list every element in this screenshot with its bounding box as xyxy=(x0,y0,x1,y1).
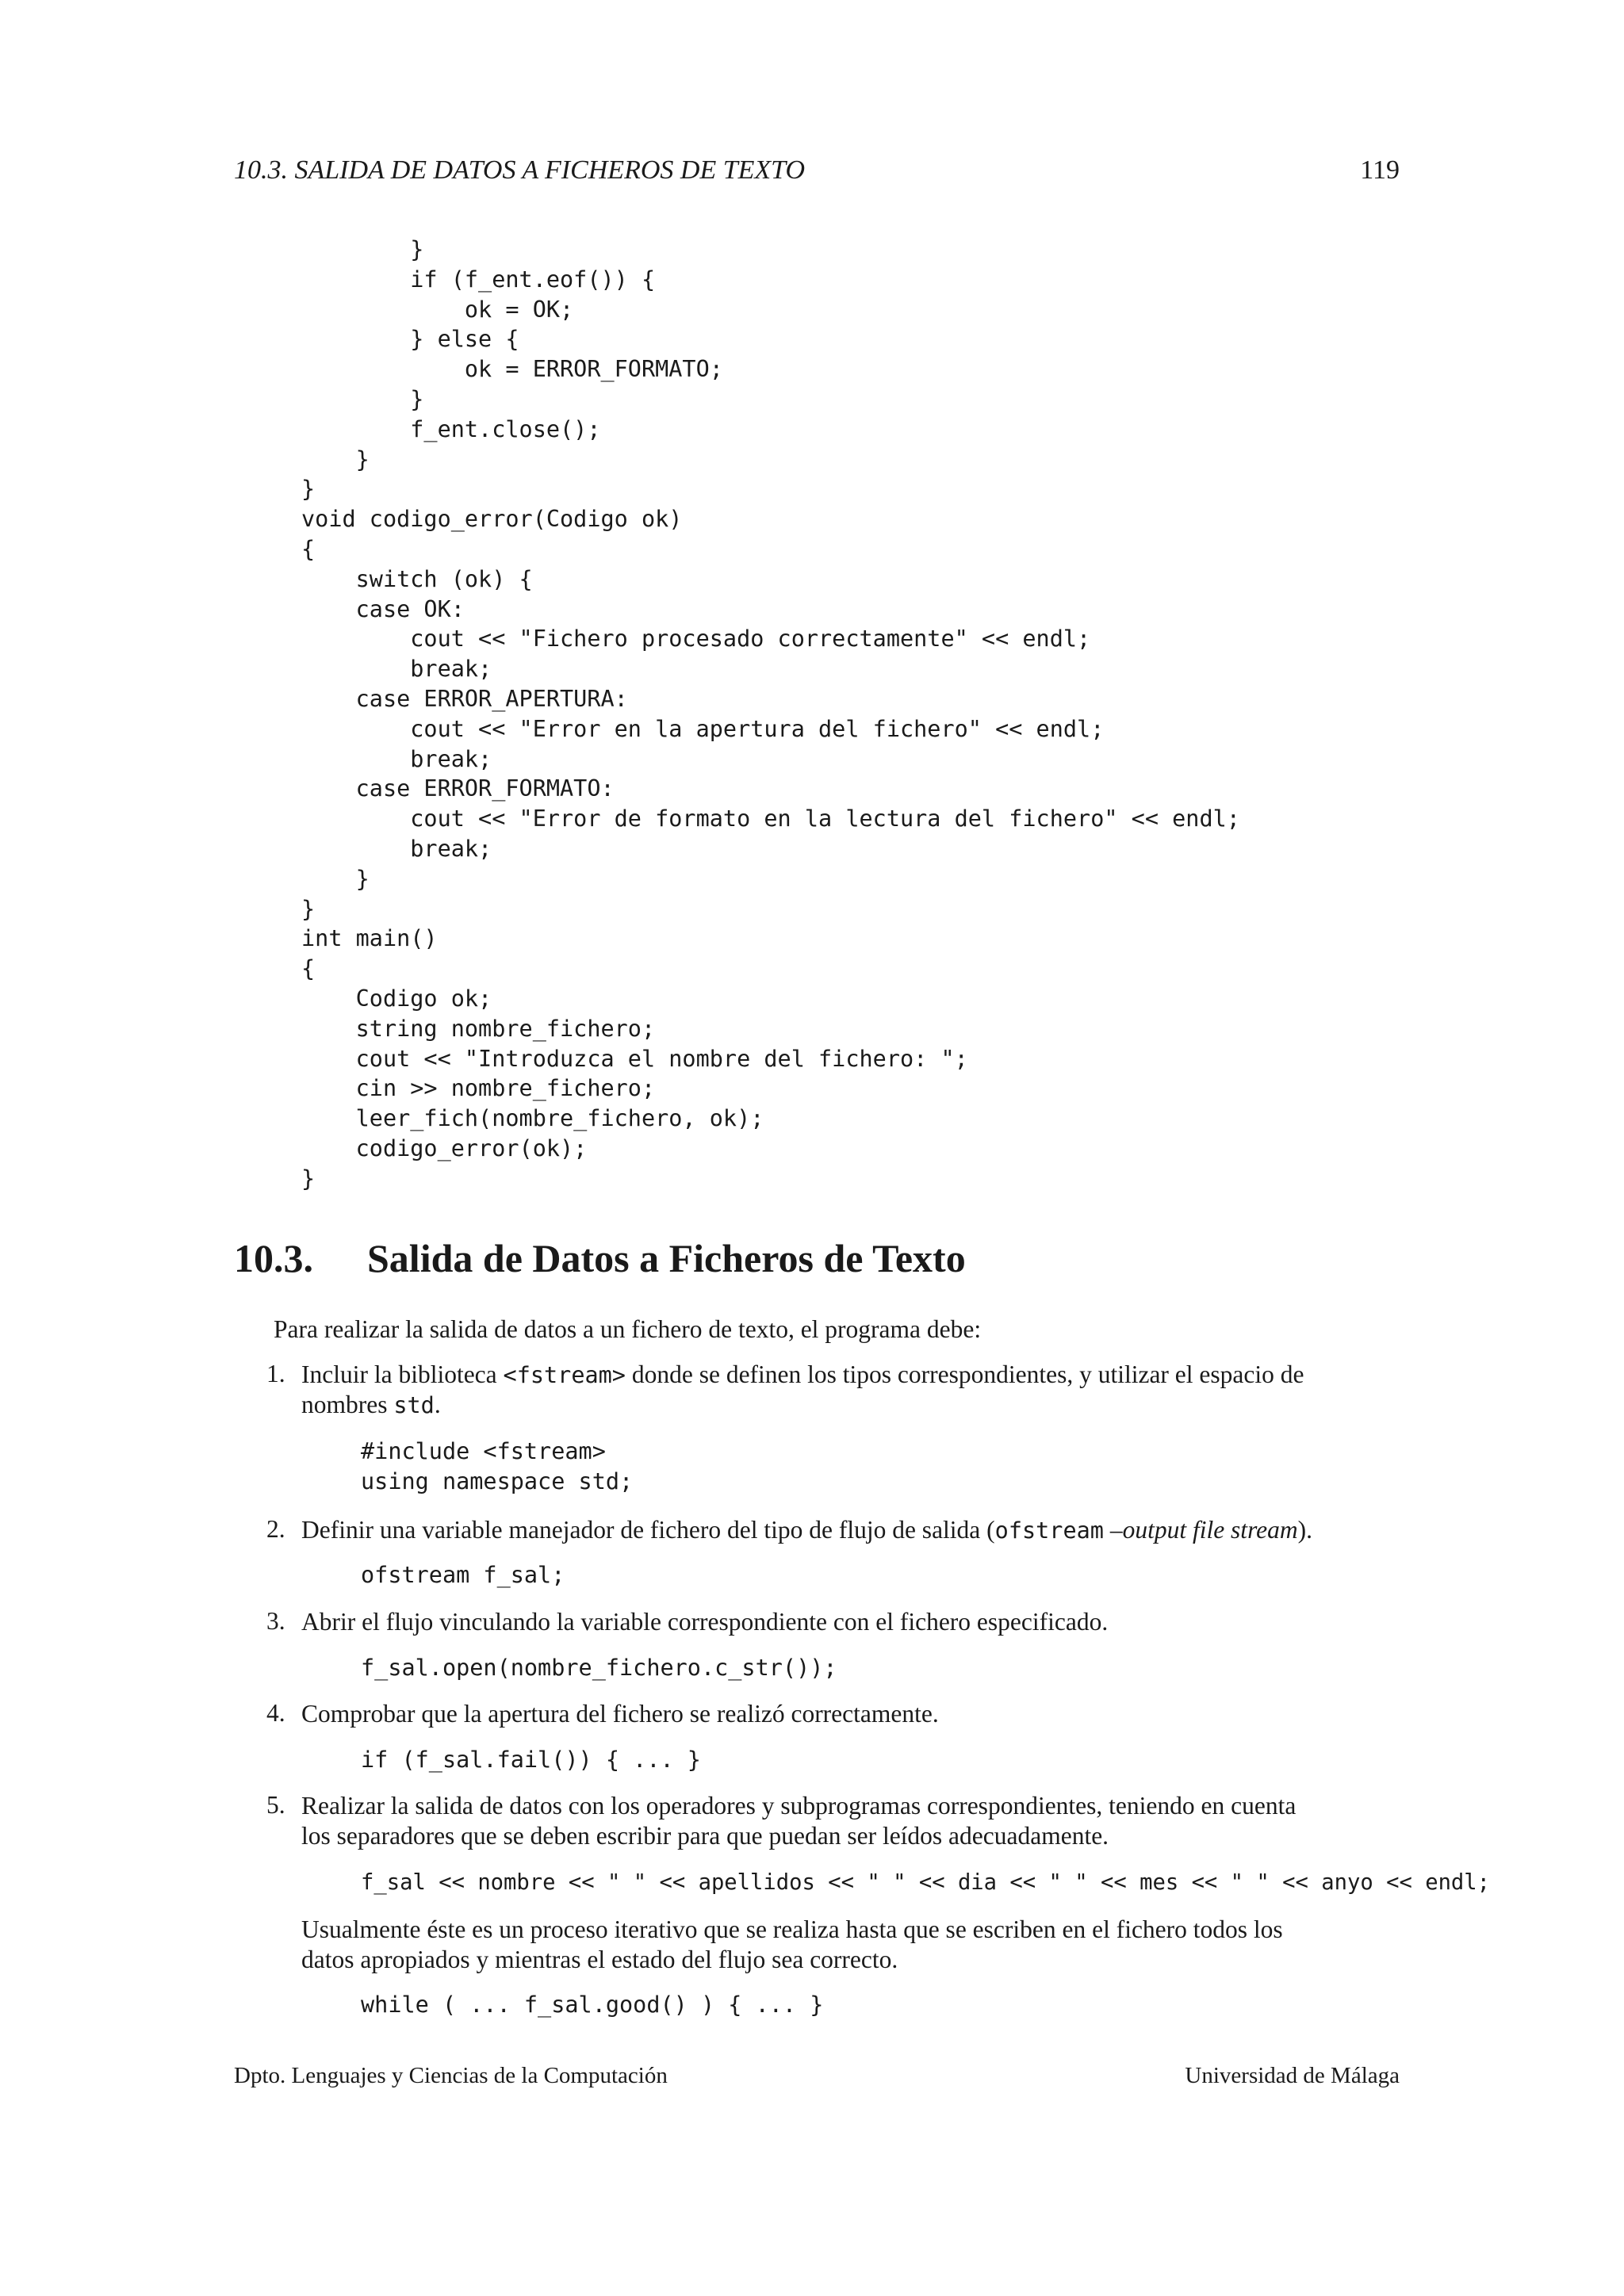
list-number: 1. xyxy=(266,1360,285,1387)
text-fragment: – xyxy=(1103,1516,1123,1544)
text-fragment: ). xyxy=(1297,1516,1313,1544)
code-line: { xyxy=(301,955,316,982)
code-line: codigo_error(ok); xyxy=(301,1135,588,1161)
code-line: } xyxy=(301,865,370,892)
code-line: f_ent.close(); xyxy=(301,415,601,442)
text-fragment: donde se definen los tipos correspondientes, y utilizar el espacio de xyxy=(625,1360,1304,1388)
running-header xyxy=(234,155,1400,195)
code-line: } xyxy=(301,236,424,262)
code-line: break; xyxy=(301,656,492,683)
footer-university: Universidad de Málaga xyxy=(1185,2063,1400,2088)
list-number: 4. xyxy=(266,1699,285,1727)
code-line: { xyxy=(301,535,316,562)
inline-code: <fstream> xyxy=(503,1362,626,1388)
code-line: } xyxy=(301,476,316,503)
code-line: case ERROR_FORMATO: xyxy=(301,775,615,802)
list-item-text: Abrir el flujo vinculando la variable correspondiente con el fichero especificado. xyxy=(301,1608,1109,1636)
list-number: 5. xyxy=(266,1791,285,1819)
code-line: if (f_ent.eof()) { xyxy=(301,266,656,293)
code-line: if (f_sal.fail()) { ... } xyxy=(361,1747,701,1773)
code-line: void codigo_error(Codigo ok) xyxy=(301,506,683,533)
italic-text: output file stream xyxy=(1122,1516,1298,1544)
code-line: ok = OK; xyxy=(301,296,574,323)
section-heading xyxy=(234,1235,966,1281)
code-line: f_sal.open(nombre_fichero.c_str()); xyxy=(361,1655,837,1681)
text-fragment: . xyxy=(434,1391,441,1418)
list-number: 3. xyxy=(266,1607,285,1635)
footer-department: Dpto. Lenguajes y Ciencias de la Computación xyxy=(234,2063,668,2088)
inline-code: std xyxy=(393,1392,435,1418)
code-line: #include <fstream> xyxy=(361,1438,606,1464)
code-line: } xyxy=(301,446,370,473)
code-line: ok = ERROR_FORMATO; xyxy=(301,356,723,383)
code-line: cout << "Error en la apertura del fichero" << endl; xyxy=(301,715,1105,742)
code-line: int main() xyxy=(301,925,438,952)
list-item-text: Comprobar que la apertura del fichero se realizó correctamente. xyxy=(301,1700,939,1728)
list-number: 2. xyxy=(266,1515,285,1543)
page-footer xyxy=(234,2063,1400,2095)
list-item-text: Realizar la salida de datos con los operadores y subprogramas correspondientes, teniendo en cuenta xyxy=(301,1792,1297,1820)
code-line: cout << "Error de formato en la lectura del fichero" << endl; xyxy=(301,806,1240,832)
intro-paragraph: Para realizar la salida de datos a un fichero de texto, el programa debe: xyxy=(274,1315,982,1343)
code-line: break; xyxy=(301,745,492,772)
inline-code: ofstream xyxy=(994,1517,1104,1544)
list-item-text xyxy=(301,1390,441,1421)
text-fragment: Incluir la biblioteca xyxy=(301,1360,504,1388)
text-fragment: Definir una variable manejador de fichero del tipo de flujo de salida ( xyxy=(301,1516,995,1544)
code-line: switch (ok) { xyxy=(301,565,533,592)
code-line: cin >> nombre_fichero; xyxy=(301,1075,656,1102)
list-item-text: los separadores que se deben escribir para que puedan ser leídos adecuadamente. xyxy=(301,1822,1109,1850)
code-line: using namespace std; xyxy=(361,1468,634,1494)
code-line: string nombre_fichero; xyxy=(301,1015,656,1042)
code-line: cout << "Introduzca el nombre del fichero: "; xyxy=(301,1045,968,1072)
code-line: } xyxy=(301,895,316,922)
code-line: cout << "Fichero procesado correctamente" << endl; xyxy=(301,626,1091,652)
list-item-text xyxy=(301,1360,1304,1391)
code-line: case OK: xyxy=(301,595,465,622)
code-line: } else { xyxy=(301,326,519,353)
running-title: 10.3. SALIDA DE DATOS A FICHEROS DE TEXTO xyxy=(234,155,806,185)
code-line: leer_fich(nombre_fichero, ok); xyxy=(301,1105,764,1132)
code-line: ofstream f_sal; xyxy=(361,1562,565,1588)
code-line: break; xyxy=(301,835,492,862)
code-line: f_sal << nombre << " " << apellidos << " " << dia << " " << mes << " " << anyo << endl; xyxy=(361,1870,1491,1895)
code-line: while ( ... f_sal.good() ) { ... } xyxy=(361,1992,824,2018)
section-title: Salida de Datos a Ficheros de Texto xyxy=(367,1236,966,1280)
list-item-text xyxy=(301,1515,1312,1546)
list-item-text: datos apropiados y mientras el estado del flujo sea correcto. xyxy=(301,1946,898,1973)
section-number: 10.3. xyxy=(234,1236,313,1280)
code-line: } xyxy=(301,1165,316,1192)
code-listing xyxy=(301,235,1240,1194)
code-line: } xyxy=(301,385,424,412)
code-line: case ERROR_APERTURA: xyxy=(301,685,628,712)
code-line: Codigo ok; xyxy=(301,985,492,1012)
list-item-text: Usualmente éste es un proceso iterativo que se realiza hasta que se escriben en el fichero todos los xyxy=(301,1915,1283,1943)
page-number: 119 xyxy=(1360,155,1400,185)
text-fragment: nombres xyxy=(301,1391,394,1418)
